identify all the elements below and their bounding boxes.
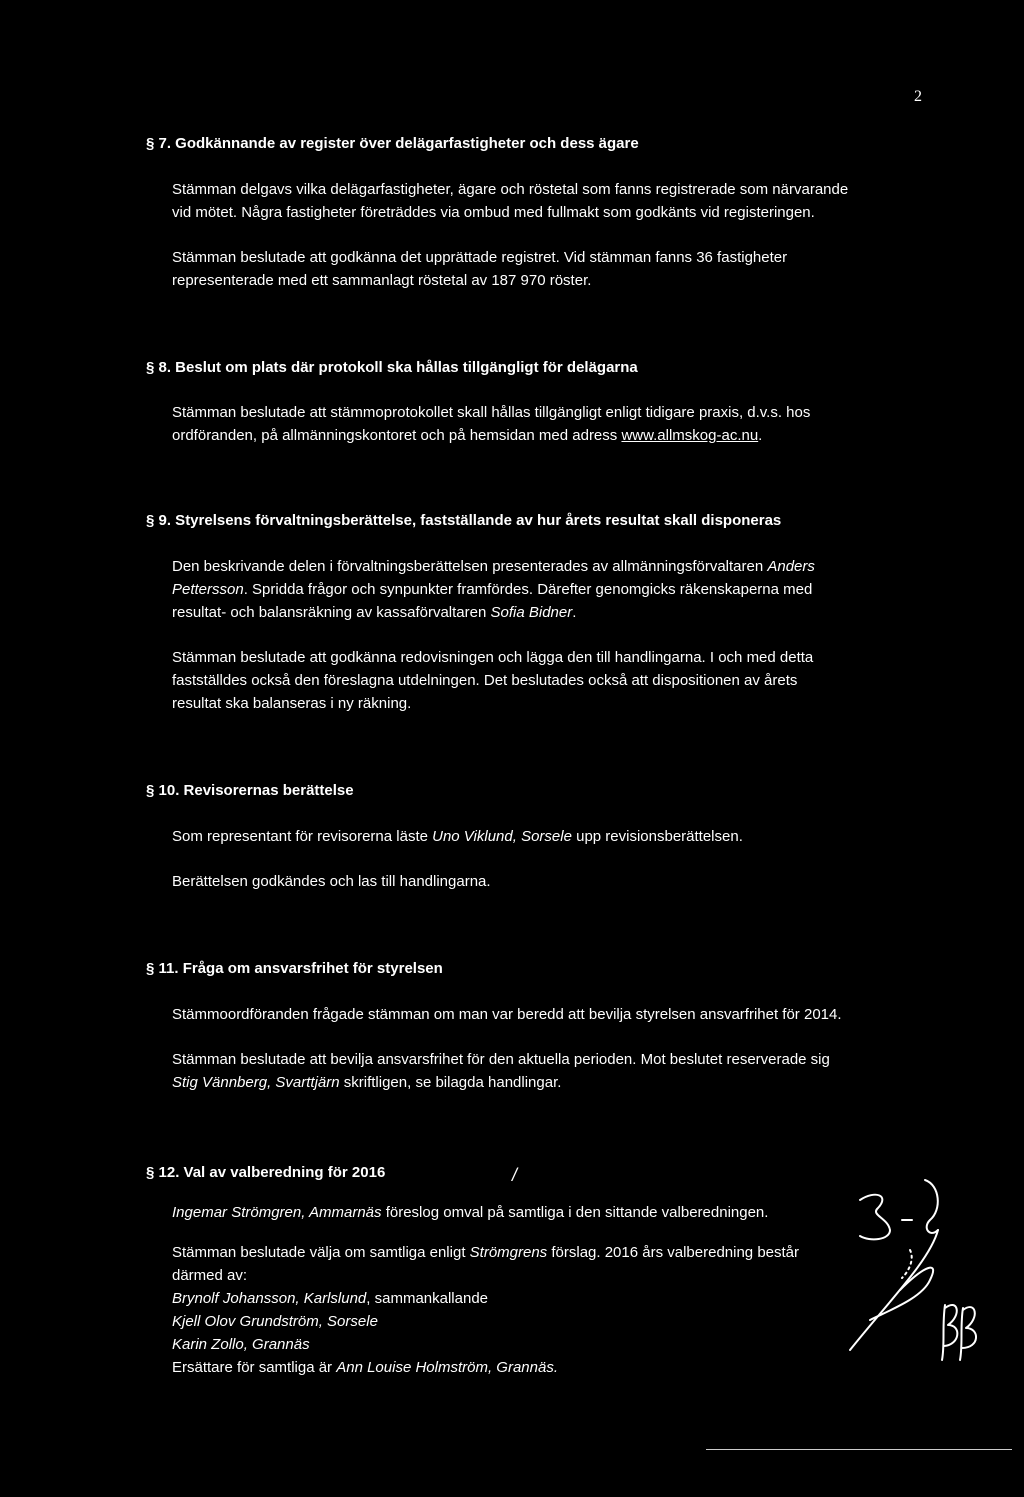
signature-initials bbox=[830, 1160, 1010, 1420]
s12-p2-line1 bbox=[172, 1241, 852, 1264]
s9-p1-line1-text: Den beskrivande delen i förvaltningsberättelsen presenterades av allmänningsförvaltaren bbox=[172, 558, 768, 575]
s12-p2-line1-text: Stämman beslutade välja om samtliga enligt bbox=[172, 1244, 470, 1261]
section-8-heading: § 8. Beslut om plats där protokoll ska hållas tillgängligt för delägarna bbox=[146, 359, 638, 376]
page-number: 2 bbox=[914, 88, 922, 105]
s9-p2-line1: Stämman beslutade att godkänna redovisningen och lägga den till handlingarna. I och med detta bbox=[172, 649, 814, 666]
section-10 bbox=[146, 781, 946, 801]
s12-member1-name: Brynolf Johansson, Karlslund bbox=[172, 1290, 367, 1307]
s7-p1-line1: Stämman delgavs vilka delägarfastigheter, ägare och röstetal som fanns registrerade som närvarande bbox=[172, 181, 849, 198]
s7-p1-line2: vid mötet. Några fastigheter företräddes via ombud med fullmakt som godkänts vid registeringen. bbox=[172, 204, 815, 221]
s12-deputy bbox=[172, 1356, 852, 1379]
s12-p1-text: föreslog omval på samtliga i den sittande valberedningen. bbox=[381, 1204, 769, 1221]
s12-name-stromgrens: Strömgrens bbox=[469, 1244, 548, 1261]
s12-member3 bbox=[172, 1333, 852, 1356]
s8-p1-line2 bbox=[172, 424, 962, 447]
s9-p2-line2: fastställdes också den föreslagna utdelningen. Det beslutades också att dispositionen av årets bbox=[172, 672, 798, 689]
section-7-body bbox=[172, 178, 962, 292]
section-7-heading: § 7. Godkännande av register över delägarfastigheter och dess ägare bbox=[146, 135, 639, 152]
bottom-rule bbox=[706, 1449, 1012, 1450]
s9-p1-line3-end: . bbox=[572, 604, 577, 621]
section-9-heading: § 9. Styrelsens förvaltningsberättelse, fastställande av hur årets resultat skall disponeras bbox=[146, 512, 782, 529]
section-10-heading: § 10. Revisorernas berättelse bbox=[146, 782, 354, 799]
s9-p1-line3 bbox=[172, 601, 962, 624]
section-12-body bbox=[172, 1201, 852, 1379]
s12-name-ingemar: Ingemar Strömgren, Ammarnäs bbox=[172, 1204, 382, 1221]
s12-member3-name: Karin Zollo, Grannäs bbox=[172, 1336, 310, 1353]
s10-p1-end: upp revisionsberättelsen. bbox=[571, 828, 743, 845]
s12-p2-line1-end: förslag. 2016 års valberedning består bbox=[547, 1244, 800, 1261]
s9-p1-line2 bbox=[172, 578, 962, 601]
s9-name-pettersson: Pettersson bbox=[172, 581, 244, 598]
s7-p2-line2: representerade med ett sammanlagt röstetal av 187 970 röster. bbox=[172, 272, 592, 289]
s11-p2-line2 bbox=[172, 1071, 962, 1094]
section-9 bbox=[146, 511, 946, 531]
section-8 bbox=[146, 358, 946, 378]
s11-p2-line1: Stämman beslutade att bevilja ansvarsfrihet för den aktuella perioden. Mot beslutet reserverade sig bbox=[172, 1051, 830, 1068]
s12-member1-role: , sammankallande bbox=[366, 1290, 489, 1307]
section-10-body bbox=[172, 825, 962, 893]
handwritten-mark: / bbox=[512, 1165, 518, 1185]
s8-p1-line1: Stämman beslutade att stämmoprotokollet skall hållas tillgängligt enligt tidigare praxis, d.v.s. hos bbox=[172, 404, 811, 421]
signature-drawing bbox=[830, 1160, 1010, 1420]
s12-p2-line2: därmed av: bbox=[172, 1267, 248, 1284]
s12-member1 bbox=[172, 1287, 852, 1310]
s12-p1 bbox=[172, 1201, 852, 1224]
section-7 bbox=[146, 134, 946, 154]
s12-deputy-name: Ann Louise Holmström, Grannäs. bbox=[336, 1359, 558, 1376]
section-11-heading: § 11. Fråga om ansvarsfrihet för styrelsen bbox=[146, 960, 443, 977]
s10-p1 bbox=[172, 825, 962, 848]
s9-p1-line3-text: resultat- och balansräkning av kassaförvaltaren bbox=[172, 604, 491, 621]
section-8-body bbox=[172, 401, 962, 447]
s9-name-sofia: Sofia Bidner bbox=[490, 604, 573, 621]
section-11 bbox=[146, 959, 946, 979]
s10-name: Uno Viklund, Sorsele bbox=[432, 828, 572, 845]
s9-p1-line2-text: . Spridda frågor och synpunkter framfördes. Därefter genomgicks räkenskaperna med bbox=[243, 581, 813, 598]
section-12 bbox=[146, 1163, 946, 1183]
s11-p1: Stämmoordföranden frågade stämman om man var beredd att bevilja styrelsen ansvarfrihet för 2014. bbox=[172, 1006, 842, 1023]
s11-name: Stig Vännberg, Svarttjärn bbox=[172, 1074, 340, 1091]
s7-p2-line1: Stämman beslutade att godkänna det upprättade registret. Vid stämman fanns 36 fastigheter bbox=[172, 249, 788, 266]
website-link[interactable]: www.allmskog-ac.nu bbox=[621, 427, 759, 444]
s9-name-anders: Anders bbox=[767, 558, 815, 575]
s12-deputy-text: Ersättare för samtliga är bbox=[172, 1359, 337, 1376]
s12-member2 bbox=[172, 1310, 852, 1333]
s11-p2-line2-text: skriftligen, se bilagda handlingar. bbox=[339, 1074, 562, 1091]
section-12-heading: § 12. Val av valberedning för 2016 bbox=[146, 1164, 386, 1181]
section-11-body bbox=[172, 1003, 962, 1094]
s8-p1-line2-end: . bbox=[758, 427, 763, 444]
s12-member2-name: Kjell Olov Grundström, Sorsele bbox=[172, 1313, 378, 1330]
s8-p1-line2-text: ordföranden, på allmänningskontoret och på hemsidan med adress bbox=[172, 427, 622, 444]
s10-p1-text: Som representant för revisorerna läste bbox=[172, 828, 433, 845]
s9-p2-line3: resultat ska balanseras i ny räkning. bbox=[172, 695, 412, 712]
s10-p2: Berättelsen godkändes och las till handlingarna. bbox=[172, 873, 491, 890]
s9-p1-line1 bbox=[172, 555, 962, 578]
section-9-body bbox=[172, 555, 962, 715]
